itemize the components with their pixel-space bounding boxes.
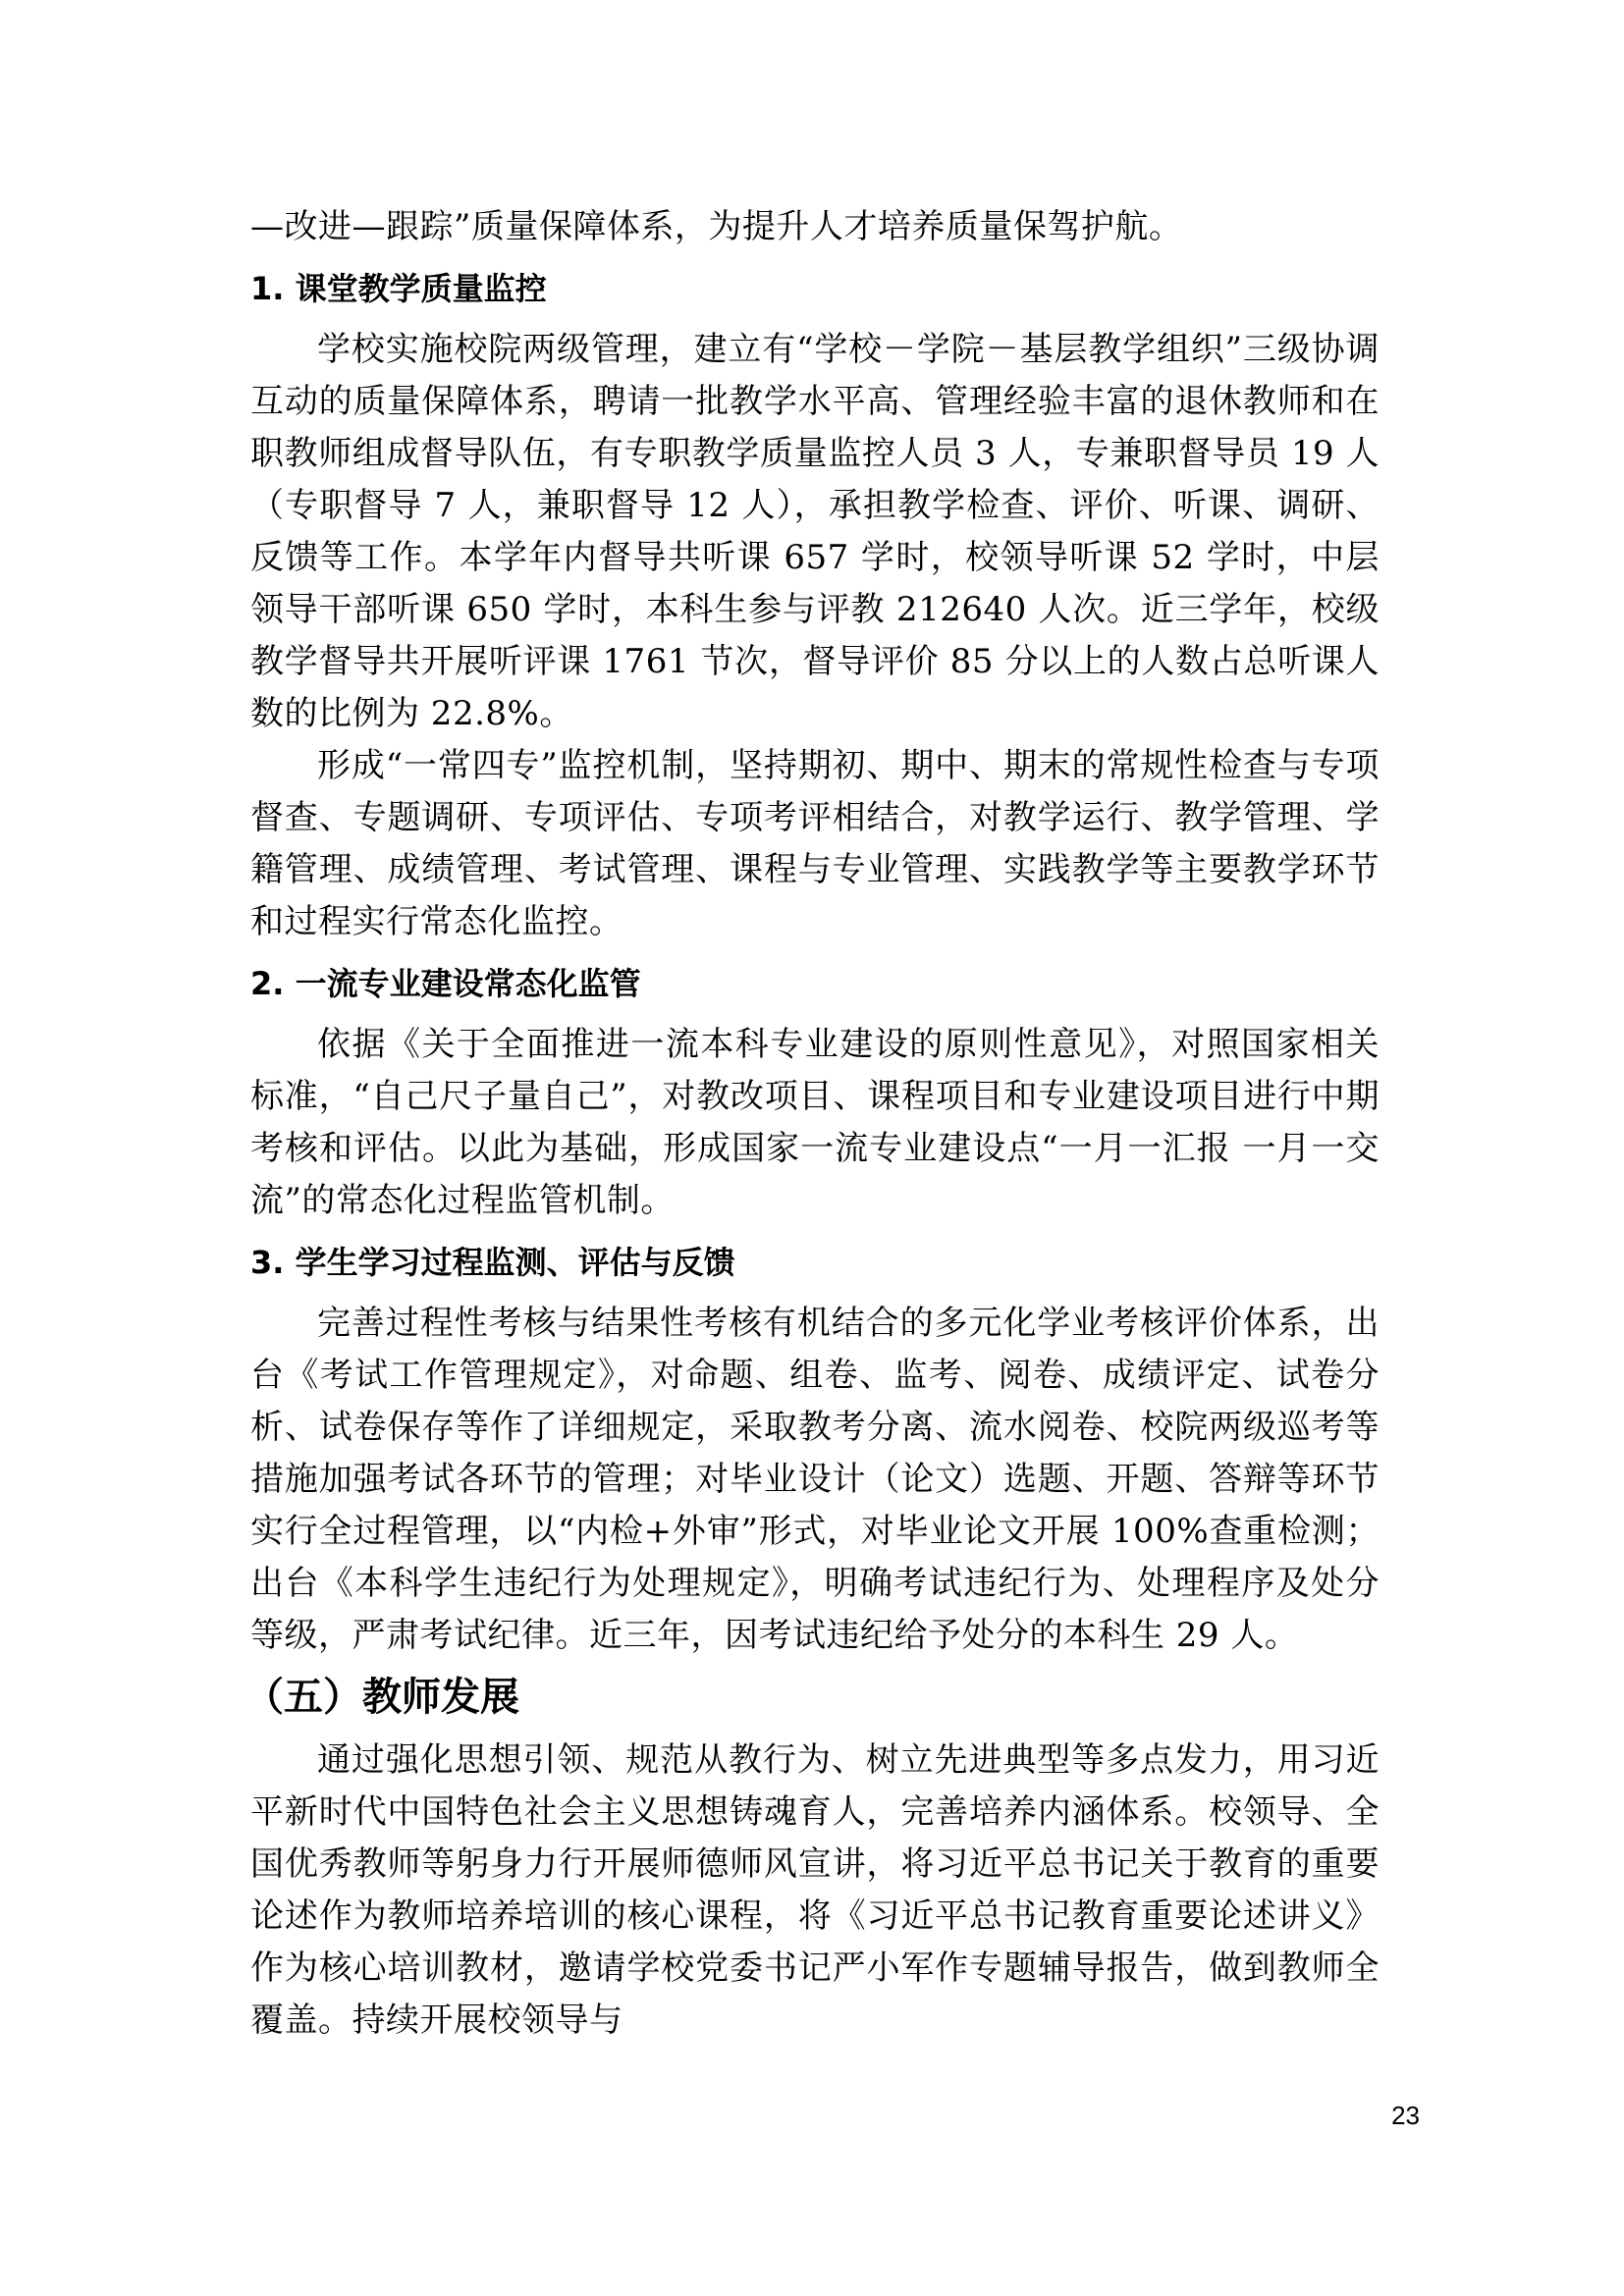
page-content (244, 201, 1380, 2047)
section-3-paragraph-1: 完善过程性考核与结果性考核有机结合的多元化学业考核评价体系，出台《考试工作管理规定》，对命题、组卷、监考、阅卷、成绩评定、试卷分析、试卷保存等作了详细规定，采取教考分离、流水阅卷、校院两级巡考等措施加强考试各环节的管理；对毕业设计（论文）选题、开题、答辩等环节实行全过程管理，以“内检+外审”形式，对毕业论文开展 100%查重检测；出台《本科学生违纪行为处理规定》，明确考试违纪行为、处理程序及处分等级，严肃考试纪律。近三年，因考试违纪给予处分的本科生 29 人。 (250, 1304, 1380, 1655)
intro-paragraph: —改进—跟踪”质量保障体系，为提升人才培养质量保驾护航。 (250, 207, 1183, 246)
section-5-paragraph: 通过强化思想引领、规范从教行为、树立先进典型等多点发力，用习近平新时代中国特色社会主义思想铸魂育人，完善培养内涵体系。校领导、全国优秀教师等躬身力行开展师德师风宣讲，将习近平总书记关于教育的重要论述作为教师培养培训的核心课程，将《习近平总书记教育重要论述讲义》作为核心培训教材，邀请学校党委书记严小军作专题辅导报告，做到教师全覆盖。持续开展校领导与 (250, 1740, 1380, 2040)
section-3-heading: 3. 学生学习过程监测、评估与反馈 (250, 1244, 735, 1281)
page-number: 23 (1391, 2101, 1420, 2130)
section-1-paragraph-1: 学校实施校院两级管理，建立有“学校－学院－基层教学组织”三级协调互动的质量保障体系，聘请一批教学水平高、管理经验丰富的退休教师和在职教师组成督导队伍，有专职教学质量监控人员 3 人，专兼职督导员 19 人（专职督导 7 人，兼职督导 12 人），承担教学检查、评价、听课、调研、反馈等工作。本学年内督导共听课 657 学时，校领导听课 52 学时，中层领导干部听课 650 学时，本科生参与评教 212640 人次。近三学年，校级教学督导共开展听评课 1761 节次，督导评价 85 分以上的人数占总听课人数的比例为 22.8%。 (250, 330, 1380, 733)
section-2-paragraph-1: 依据《关于全面推进一流本科专业建设的原则性意见》，对照国家相关标准，“自己尺子量自己”，对教改项目、课程项目和专业建设项目进行中期考核和评估。以此为基础，形成国家一流专业建设点“一月一汇报 一月一交流”的常态化过程监管机制。 (250, 1025, 1380, 1220)
section-2-heading: 2. 一流专业建设常态化监管 (250, 965, 641, 1002)
section-5-heading: （五）教师发展 (244, 1675, 519, 1720)
section-1-heading: 1. 课堂教学质量监控 (250, 270, 547, 307)
section-1-paragraph-2: 形成“一常四专”监控机制，坚持期初、期中、期末的常规性检查与专项督查、专题调研、专项评估、专项考评相结合，对教学运行、教学管理、学籍管理、成绩管理、考试管理、课程与专业管理、实践教学等主要教学环节和过程实行常态化监控。 (250, 746, 1380, 941)
